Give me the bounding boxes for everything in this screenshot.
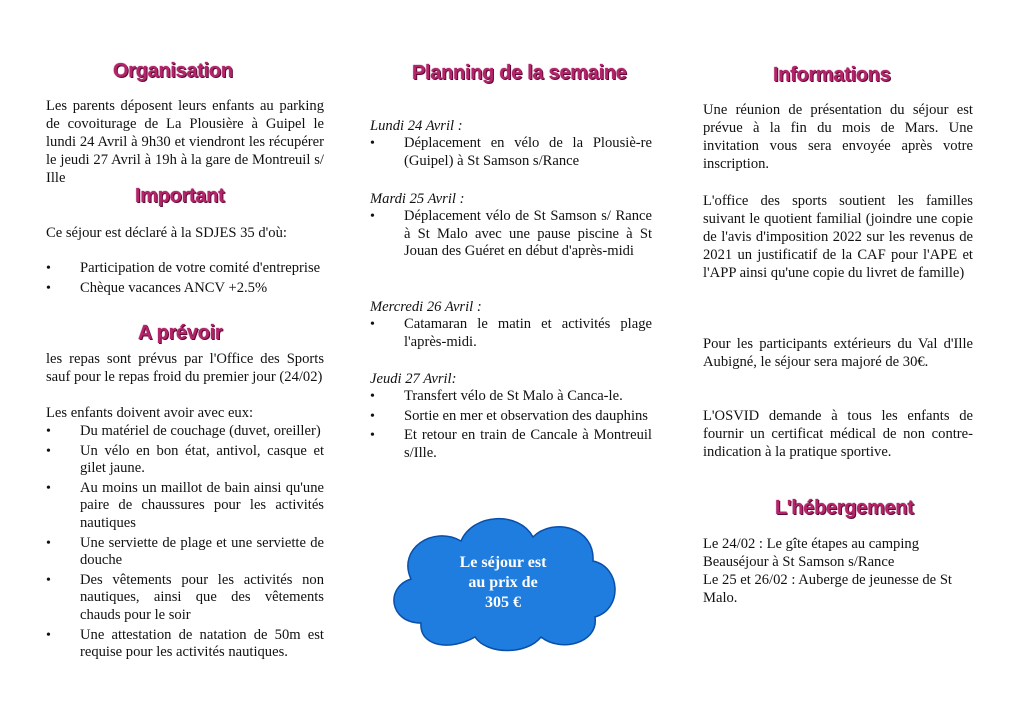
info-paragraph-3: Pour les participants extérieurs du Val d'Ille Aubigné, le séjour sera majoré de 30€. <box>703 336 973 370</box>
a-prevoir-title: A prévoir <box>138 322 223 344</box>
day-thursday <box>370 370 652 464</box>
list-item: • Déplacement vélo de St Samson s/ Rance à St Malo avec une pause piscine à St Jouan des Guéret en début d'après-midi <box>370 208 652 261</box>
day-items <box>370 388 652 462</box>
hebergement-title: L'hébergement <box>775 497 914 519</box>
list-item: • Participation de votre comité d'entreprise <box>46 260 324 278</box>
price-label <box>381 553 625 613</box>
info-paragraph-1: Une réunion de présentation du séjour est prévue à la fin du mois de Mars. Une invitation vous sera envoyée après votre inscription. <box>703 102 973 172</box>
important-text: Ce séjour est déclaré à la SDJES 35 d'où: <box>46 225 287 241</box>
hebergement-line-2: Le 25 et 26/02 : Auberge de jeunesse de St Malo. <box>703 572 952 606</box>
organisation-title: Organisation <box>113 60 233 82</box>
list-item: • Une attestation de natation de 50m est requise pour les activités nautiques. <box>46 627 324 662</box>
day-items <box>370 208 652 261</box>
a-prevoir-text: les repas sont prévus par l'Office des Sports sauf pour le repas froid du premier jour (24/02) <box>46 351 324 385</box>
important-title: Important <box>135 185 225 207</box>
day-label: Mardi 25 Avril : <box>370 191 465 207</box>
list-item: • Catamaran le matin et activités plage l'après-midi. <box>370 316 652 351</box>
day-label: Jeudi 27 Avril: <box>370 371 457 387</box>
day-items <box>370 316 652 351</box>
price-line: au prix de <box>468 574 538 591</box>
informations-title: Informations <box>773 64 891 86</box>
info-paragraph-4: L'OSVID demande à tous les enfants de fournir un certificat médical de non contre-indication à la pratique sportive. <box>703 408 973 460</box>
list-item: • Une serviette de plage et une serviette de douche <box>46 535 324 570</box>
day-label: Mercredi 26 Avril : <box>370 299 482 315</box>
day-monday <box>370 117 652 172</box>
list-item: • Transfert vélo de St Malo à Canca-le. <box>370 388 652 406</box>
list-item: • Au moins un maillot de bain ainsi qu'une paire de chaussures pour les activités nautiques <box>46 480 324 533</box>
hebergement-line-1: Le 24/02 : Le gîte étapes au camping Beauséjour à St Samson s/Rance <box>703 536 919 570</box>
list-item: • Des vêtements pour les activités non nautiques, ainsi que des vêtements chauds pour le soir <box>46 572 324 625</box>
list-item: • Du matériel de couchage (duvet, oreiller) <box>46 423 324 441</box>
day-items <box>370 135 652 170</box>
day-tuesday <box>370 190 652 263</box>
planning-title: Planning de la semaine <box>412 62 627 84</box>
info-paragraph-2: L'office des sports soutient les familles suivant le quotient familial (joindre une copie de l'avis d'imposition 2022 sur les revenus de 2021 un justificatif de la CAF pour l'APE et l'APP ainsi qu'une copie du livret de famille) <box>703 193 973 281</box>
list-item: • Sortie en mer et observation des dauphins <box>370 408 652 426</box>
price-value: 305 € <box>485 594 521 611</box>
organisation-text: Les parents déposent leurs enfants au parking de covoiturage de La Plousière à Guipel le lundi 24 Avril à 9h30 et viendront les récupérer le jeudi 27 Avril à 19h à la gare de Montreuil s/ Ille <box>46 98 324 186</box>
list-item: • Déplacement en vélo de la Plousiè-re (Guipel) à St Samson s/Rance <box>370 135 652 170</box>
list-item: • Chèque vacances ANCV +2.5% <box>46 280 324 298</box>
day-label: Lundi 24 Avril : <box>370 118 463 134</box>
important-list <box>46 260 324 299</box>
price-line: Le séjour est <box>459 554 547 571</box>
day-wednesday <box>370 298 652 353</box>
list-item: • Un vélo en bon état, antivol, casque et gilet jaune. <box>46 443 324 478</box>
a-prevoir-subtext: Les enfants doivent avoir avec eux: <box>46 405 254 421</box>
list-item: • Et retour en train de Cancale à Montreuil s/Ille. <box>370 427 652 462</box>
a-prevoir-list <box>46 423 324 664</box>
